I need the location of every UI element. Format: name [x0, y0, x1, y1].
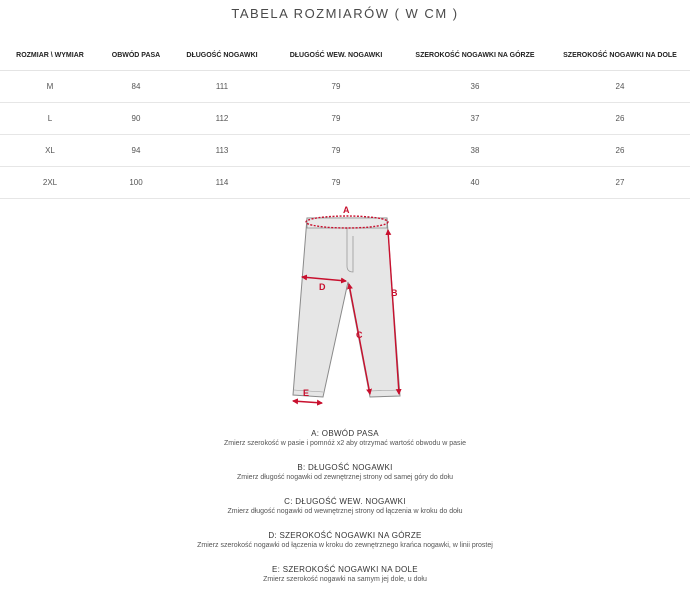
legend-title: D: SZEROKOŚĆ NOGAWKI NA GÓRZE — [268, 531, 422, 540]
label-a: A — [343, 205, 350, 215]
table-cell: 84 — [100, 71, 172, 103]
legend-item-b — [0, 462, 690, 496]
label-d: D — [319, 282, 326, 292]
table-header-row — [0, 40, 690, 71]
legend-title: E: SZEROKOŚĆ NOGAWKI NA DOLE — [272, 565, 418, 574]
table-cell: 111 — [172, 71, 272, 103]
table-cell: 38 — [400, 135, 550, 167]
table-cell: 113 — [172, 135, 272, 167]
measurement-legend — [0, 428, 690, 598]
header-size: ROZMIAR \ WYMIAR — [0, 40, 100, 71]
legend-title: B: DŁUGOŚĆ NOGAWKI — [297, 463, 393, 472]
table-cell: 2XL — [0, 167, 100, 199]
table-cell: 36 — [400, 71, 550, 103]
table-cell: 112 — [172, 103, 272, 135]
table-row — [0, 167, 690, 199]
table-cell: M — [0, 71, 100, 103]
table-cell: 26 — [550, 103, 690, 135]
legend-item-a — [0, 428, 690, 462]
legend-title: C: DŁUGOŚĆ WEW. NOGAWKI — [284, 497, 406, 506]
page-title: TABELA ROZMIARÓW ( W CM ) — [231, 6, 459, 21]
table-cell: 27 — [550, 167, 690, 199]
legend-title: A: OBWÓD PASA — [311, 429, 379, 438]
table-cell: 79 — [272, 135, 400, 167]
table-cell: 26 — [550, 135, 690, 167]
table-row — [0, 135, 690, 167]
table-cell: 79 — [272, 71, 400, 103]
pants-measurement-diagram — [285, 200, 415, 410]
header-inseam: DŁUGOŚĆ WEW. NOGAWKI — [272, 40, 400, 71]
legend-description: Zmierz długość nogawki od zewnętrznej strony od samej góry do dołu — [237, 474, 453, 481]
table-cell: 37 — [400, 103, 550, 135]
header-leg-length: DŁUGOŚĆ NOGAWKI — [172, 40, 272, 71]
table-cell: 90 — [100, 103, 172, 135]
table-cell: 79 — [272, 167, 400, 199]
legend-description: Zmierz szerokość w pasie i pomnóż x2 aby otrzymać wartość obwodu w pasie — [224, 440, 466, 447]
table-cell: L — [0, 103, 100, 135]
table-cell: 94 — [100, 135, 172, 167]
legend-description: Zmierz szerokość nogawki od łączenia w kroku do zewnętrznego krańca nogawki, w linii prostej — [197, 542, 493, 549]
table-cell: XL — [0, 135, 100, 167]
header-bottom-width: SZEROKOŚĆ NOGAWKI NA DOLE — [550, 40, 690, 71]
header-top-width: SZEROKOŚĆ NOGAWKI NA GÓRZE — [400, 40, 550, 71]
pants-outline — [293, 218, 400, 397]
label-c: C — [356, 330, 363, 340]
table-row — [0, 71, 690, 103]
table-cell: 114 — [172, 167, 272, 199]
label-b: B — [391, 288, 398, 298]
label-e: E — [303, 388, 310, 398]
table-row — [0, 103, 690, 135]
table-cell: 100 — [100, 167, 172, 199]
pants-diagram-svg — [285, 200, 415, 410]
legend-item-c — [0, 496, 690, 530]
header-waist: OBWÓD PASA — [100, 40, 172, 71]
table-cell: 40 — [400, 167, 550, 199]
legend-description: Zmierz długość nogawki od wewnętrznej strony od łączenia w kroku do dołu — [227, 508, 463, 515]
table-cell: 24 — [550, 71, 690, 103]
measure-e-bottom-width — [293, 401, 322, 403]
legend-item-d — [0, 530, 690, 564]
legend-item-e — [0, 564, 690, 598]
table-cell: 79 — [272, 103, 400, 135]
size-table — [0, 40, 690, 199]
legend-description: Zmierz szerokość nogawki na samym jej dole, u dołu — [263, 576, 427, 583]
